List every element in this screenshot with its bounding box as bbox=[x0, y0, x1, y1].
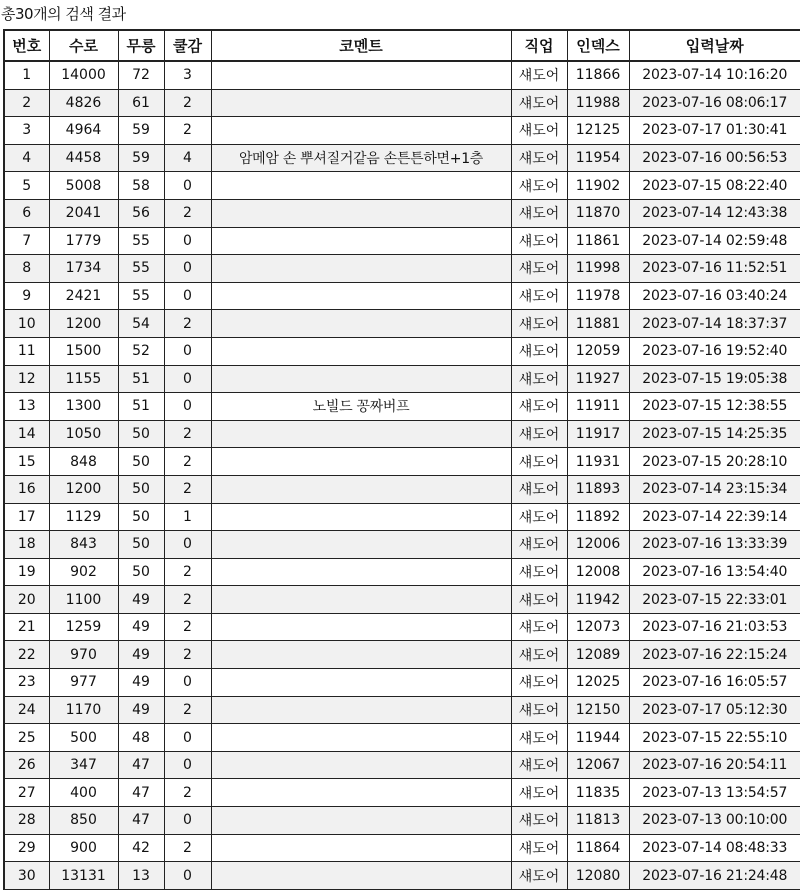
cell-suro: 902 bbox=[49, 558, 118, 586]
cell-mureung: 50 bbox=[118, 420, 164, 448]
cell-comment bbox=[211, 724, 511, 752]
table-row bbox=[4, 779, 800, 807]
cell-cooldown: 2 bbox=[164, 586, 211, 614]
cell-index: 11927 bbox=[567, 365, 629, 393]
cell-mureung: 49 bbox=[118, 641, 164, 669]
cell-cooldown: 0 bbox=[164, 393, 211, 421]
cell-suro: 13131 bbox=[49, 862, 118, 890]
cell-comment bbox=[211, 779, 511, 807]
cell-date: 2023-07-14 08:48:33 bbox=[629, 834, 800, 862]
cell-suro: 1300 bbox=[49, 393, 118, 421]
cell-index: 12080 bbox=[567, 862, 629, 890]
cell-comment bbox=[211, 89, 511, 117]
header-row bbox=[4, 30, 800, 61]
cell-suro: 1779 bbox=[49, 227, 118, 255]
column-header-suro: 수로 bbox=[49, 30, 118, 61]
table-row bbox=[4, 172, 800, 200]
cell-suro: 900 bbox=[49, 834, 118, 862]
cell-mureung: 54 bbox=[118, 310, 164, 338]
table-body bbox=[4, 61, 800, 889]
cell-cooldown: 0 bbox=[164, 531, 211, 559]
cell-job: 섀도어 bbox=[511, 61, 567, 89]
table-row bbox=[4, 227, 800, 255]
cell-job: 섀도어 bbox=[511, 862, 567, 890]
column-header-date: 입력날짜 bbox=[629, 30, 800, 61]
cell-index: 12059 bbox=[567, 337, 629, 365]
cell-mureung: 59 bbox=[118, 117, 164, 145]
cell-number: 12 bbox=[4, 365, 49, 393]
table-row bbox=[4, 724, 800, 752]
table-row bbox=[4, 255, 800, 283]
cell-date: 2023-07-15 08:22:40 bbox=[629, 172, 800, 200]
cell-suro: 1170 bbox=[49, 696, 118, 724]
cell-job: 섀도어 bbox=[511, 255, 567, 283]
cell-index: 11931 bbox=[567, 448, 629, 476]
cell-mureung: 50 bbox=[118, 503, 164, 531]
cell-cooldown: 2 bbox=[164, 834, 211, 862]
cell-suro: 400 bbox=[49, 779, 118, 807]
cell-suro: 1259 bbox=[49, 613, 118, 641]
cell-mureung: 59 bbox=[118, 144, 164, 172]
cell-date: 2023-07-16 16:05:57 bbox=[629, 669, 800, 697]
cell-index: 12025 bbox=[567, 669, 629, 697]
cell-date: 2023-07-14 23:15:34 bbox=[629, 475, 800, 503]
column-header-comment: 코멘트 bbox=[211, 30, 511, 61]
table-row bbox=[4, 393, 800, 421]
cell-index: 11881 bbox=[567, 310, 629, 338]
cell-comment bbox=[211, 475, 511, 503]
cell-suro: 1200 bbox=[49, 475, 118, 503]
cell-comment bbox=[211, 448, 511, 476]
cell-comment bbox=[211, 807, 511, 835]
table-row bbox=[4, 337, 800, 365]
cell-suro: 843 bbox=[49, 531, 118, 559]
cell-index: 12073 bbox=[567, 613, 629, 641]
cell-mureung: 58 bbox=[118, 172, 164, 200]
cell-index: 11902 bbox=[567, 172, 629, 200]
cell-suro: 977 bbox=[49, 669, 118, 697]
cell-date: 2023-07-16 22:15:24 bbox=[629, 641, 800, 669]
cell-comment bbox=[211, 696, 511, 724]
cell-suro: 1500 bbox=[49, 337, 118, 365]
cell-comment bbox=[211, 255, 511, 283]
cell-comment bbox=[211, 834, 511, 862]
cell-suro: 4826 bbox=[49, 89, 118, 117]
cell-mureung: 55 bbox=[118, 255, 164, 283]
cell-job: 섀도어 bbox=[511, 751, 567, 779]
cell-number: 25 bbox=[4, 724, 49, 752]
table-row bbox=[4, 310, 800, 338]
cell-number: 23 bbox=[4, 669, 49, 697]
cell-date: 2023-07-16 21:24:48 bbox=[629, 862, 800, 890]
cell-date: 2023-07-15 22:33:01 bbox=[629, 586, 800, 614]
cell-comment bbox=[211, 282, 511, 310]
column-header-index: 인덱스 bbox=[567, 30, 629, 61]
cell-suro: 1050 bbox=[49, 420, 118, 448]
cell-suro: 14000 bbox=[49, 61, 118, 89]
cell-number: 13 bbox=[4, 393, 49, 421]
cell-index: 11892 bbox=[567, 503, 629, 531]
cell-number: 6 bbox=[4, 199, 49, 227]
cell-date: 2023-07-13 13:54:57 bbox=[629, 779, 800, 807]
cell-mureung: 61 bbox=[118, 89, 164, 117]
cell-index: 12006 bbox=[567, 531, 629, 559]
cell-cooldown: 0 bbox=[164, 337, 211, 365]
cell-number: 19 bbox=[4, 558, 49, 586]
cell-date: 2023-07-15 20:28:10 bbox=[629, 448, 800, 476]
cell-mureung: 49 bbox=[118, 586, 164, 614]
cell-comment bbox=[211, 531, 511, 559]
cell-comment bbox=[211, 503, 511, 531]
table-row bbox=[4, 558, 800, 586]
cell-index: 11944 bbox=[567, 724, 629, 752]
cell-date: 2023-07-16 00:56:53 bbox=[629, 144, 800, 172]
cell-cooldown: 2 bbox=[164, 117, 211, 145]
cell-index: 11911 bbox=[567, 393, 629, 421]
table-row bbox=[4, 807, 800, 835]
cell-number: 15 bbox=[4, 448, 49, 476]
table-row bbox=[4, 862, 800, 890]
cell-job: 섀도어 bbox=[511, 696, 567, 724]
cell-cooldown: 2 bbox=[164, 89, 211, 117]
cell-index: 11835 bbox=[567, 779, 629, 807]
cell-index: 12150 bbox=[567, 696, 629, 724]
cell-comment bbox=[211, 117, 511, 145]
cell-mureung: 52 bbox=[118, 337, 164, 365]
cell-cooldown: 2 bbox=[164, 641, 211, 669]
cell-job: 섀도어 bbox=[511, 448, 567, 476]
table-row bbox=[4, 365, 800, 393]
cell-index: 12067 bbox=[567, 751, 629, 779]
cell-suro: 4964 bbox=[49, 117, 118, 145]
cell-number: 27 bbox=[4, 779, 49, 807]
cell-index: 12125 bbox=[567, 117, 629, 145]
cell-comment bbox=[211, 365, 511, 393]
cell-number: 14 bbox=[4, 420, 49, 448]
cell-cooldown: 0 bbox=[164, 724, 211, 752]
cell-date: 2023-07-17 01:30:41 bbox=[629, 117, 800, 145]
table-row bbox=[4, 531, 800, 559]
cell-number: 8 bbox=[4, 255, 49, 283]
cell-cooldown: 0 bbox=[164, 669, 211, 697]
table-row bbox=[4, 475, 800, 503]
cell-cooldown: 2 bbox=[164, 448, 211, 476]
cell-job: 섀도어 bbox=[511, 558, 567, 586]
column-header-number: 번호 bbox=[4, 30, 49, 61]
cell-number: 5 bbox=[4, 172, 49, 200]
cell-mureung: 50 bbox=[118, 475, 164, 503]
cell-date: 2023-07-15 14:25:35 bbox=[629, 420, 800, 448]
cell-mureung: 50 bbox=[118, 448, 164, 476]
cell-date: 2023-07-15 22:55:10 bbox=[629, 724, 800, 752]
cell-mureung: 50 bbox=[118, 531, 164, 559]
cell-number: 22 bbox=[4, 641, 49, 669]
cell-date: 2023-07-15 12:38:55 bbox=[629, 393, 800, 421]
table-row bbox=[4, 89, 800, 117]
table-row bbox=[4, 669, 800, 697]
cell-job: 섀도어 bbox=[511, 117, 567, 145]
cell-comment bbox=[211, 199, 511, 227]
cell-mureung: 55 bbox=[118, 282, 164, 310]
cell-index: 11988 bbox=[567, 89, 629, 117]
cell-date: 2023-07-14 18:37:37 bbox=[629, 310, 800, 338]
cell-number: 18 bbox=[4, 531, 49, 559]
table-row bbox=[4, 696, 800, 724]
table-row bbox=[4, 282, 800, 310]
cell-job: 섀도어 bbox=[511, 89, 567, 117]
cell-index: 11917 bbox=[567, 420, 629, 448]
cell-number: 26 bbox=[4, 751, 49, 779]
cell-mureung: 50 bbox=[118, 558, 164, 586]
cell-index: 11870 bbox=[567, 199, 629, 227]
cell-cooldown: 2 bbox=[164, 613, 211, 641]
cell-cooldown: 0 bbox=[164, 751, 211, 779]
results-table bbox=[3, 29, 800, 890]
cell-job: 섀도어 bbox=[511, 393, 567, 421]
cell-index: 12008 bbox=[567, 558, 629, 586]
cell-job: 섀도어 bbox=[511, 282, 567, 310]
cell-job: 섀도어 bbox=[511, 724, 567, 752]
cell-job: 섀도어 bbox=[511, 613, 567, 641]
table-row bbox=[4, 586, 800, 614]
cell-suro: 1200 bbox=[49, 310, 118, 338]
cell-comment bbox=[211, 641, 511, 669]
cell-mureung: 13 bbox=[118, 862, 164, 890]
cell-number: 20 bbox=[4, 586, 49, 614]
column-header-cooldown: 쿨감 bbox=[164, 30, 211, 61]
cell-cooldown: 0 bbox=[164, 282, 211, 310]
cell-job: 섀도어 bbox=[511, 337, 567, 365]
column-header-mureung: 무릉 bbox=[118, 30, 164, 61]
table-row bbox=[4, 61, 800, 89]
cell-index: 11813 bbox=[567, 807, 629, 835]
cell-index: 12089 bbox=[567, 641, 629, 669]
cell-suro: 2041 bbox=[49, 199, 118, 227]
cell-date: 2023-07-14 10:16:20 bbox=[629, 61, 800, 89]
cell-number: 3 bbox=[4, 117, 49, 145]
table-row bbox=[4, 641, 800, 669]
cell-mureung: 72 bbox=[118, 61, 164, 89]
cell-comment bbox=[211, 172, 511, 200]
cell-date: 2023-07-16 03:40:24 bbox=[629, 282, 800, 310]
cell-mureung: 49 bbox=[118, 613, 164, 641]
cell-comment bbox=[211, 613, 511, 641]
cell-cooldown: 4 bbox=[164, 144, 211, 172]
cell-job: 섀도어 bbox=[511, 503, 567, 531]
cell-index: 11893 bbox=[567, 475, 629, 503]
cell-cooldown: 2 bbox=[164, 420, 211, 448]
cell-job: 섀도어 bbox=[511, 834, 567, 862]
cell-suro: 2421 bbox=[49, 282, 118, 310]
cell-mureung: 49 bbox=[118, 669, 164, 697]
cell-suro: 347 bbox=[49, 751, 118, 779]
cell-cooldown: 2 bbox=[164, 199, 211, 227]
cell-cooldown: 0 bbox=[164, 255, 211, 283]
table-row bbox=[4, 448, 800, 476]
cell-number: 7 bbox=[4, 227, 49, 255]
cell-number: 11 bbox=[4, 337, 49, 365]
cell-date: 2023-07-14 12:43:38 bbox=[629, 199, 800, 227]
search-result-count: 총30개의 검색 결과 bbox=[1, 5, 126, 23]
cell-comment: 암메암 손 뿌셔질거같음 손튼튼하면+1층 bbox=[211, 144, 511, 172]
cell-index: 11861 bbox=[567, 227, 629, 255]
table-row bbox=[4, 117, 800, 145]
cell-index: 11866 bbox=[567, 61, 629, 89]
cell-job: 섀도어 bbox=[511, 475, 567, 503]
cell-date: 2023-07-16 20:54:11 bbox=[629, 751, 800, 779]
cell-cooldown: 2 bbox=[164, 558, 211, 586]
cell-job: 섀도어 bbox=[511, 144, 567, 172]
cell-comment bbox=[211, 61, 511, 89]
cell-date: 2023-07-15 19:05:38 bbox=[629, 365, 800, 393]
cell-suro: 850 bbox=[49, 807, 118, 835]
cell-mureung: 49 bbox=[118, 696, 164, 724]
table-row bbox=[4, 420, 800, 448]
cell-date: 2023-07-16 19:52:40 bbox=[629, 337, 800, 365]
cell-date: 2023-07-13 00:10:00 bbox=[629, 807, 800, 835]
table-row bbox=[4, 199, 800, 227]
cell-mureung: 51 bbox=[118, 393, 164, 421]
cell-comment bbox=[211, 669, 511, 697]
cell-job: 섀도어 bbox=[511, 172, 567, 200]
cell-comment: 노빌드 꽁짜버프 bbox=[211, 393, 511, 421]
cell-mureung: 48 bbox=[118, 724, 164, 752]
cell-job: 섀도어 bbox=[511, 420, 567, 448]
cell-mureung: 55 bbox=[118, 227, 164, 255]
cell-number: 16 bbox=[4, 475, 49, 503]
cell-date: 2023-07-17 05:12:30 bbox=[629, 696, 800, 724]
cell-number: 17 bbox=[4, 503, 49, 531]
cell-comment bbox=[211, 558, 511, 586]
cell-suro: 4458 bbox=[49, 144, 118, 172]
cell-comment bbox=[211, 310, 511, 338]
cell-suro: 848 bbox=[49, 448, 118, 476]
cell-number: 2 bbox=[4, 89, 49, 117]
cell-date: 2023-07-14 02:59:48 bbox=[629, 227, 800, 255]
cell-job: 섀도어 bbox=[511, 641, 567, 669]
cell-comment bbox=[211, 227, 511, 255]
cell-job: 섀도어 bbox=[511, 227, 567, 255]
cell-job: 섀도어 bbox=[511, 310, 567, 338]
cell-mureung: 47 bbox=[118, 779, 164, 807]
cell-number: 29 bbox=[4, 834, 49, 862]
cell-suro: 500 bbox=[49, 724, 118, 752]
cell-date: 2023-07-16 11:52:51 bbox=[629, 255, 800, 283]
cell-suro: 970 bbox=[49, 641, 118, 669]
cell-suro: 1734 bbox=[49, 255, 118, 283]
cell-index: 11864 bbox=[567, 834, 629, 862]
cell-number: 30 bbox=[4, 862, 49, 890]
cell-job: 섀도어 bbox=[511, 531, 567, 559]
cell-date: 2023-07-16 21:03:53 bbox=[629, 613, 800, 641]
cell-date: 2023-07-14 22:39:14 bbox=[629, 503, 800, 531]
cell-cooldown: 0 bbox=[164, 172, 211, 200]
cell-mureung: 56 bbox=[118, 199, 164, 227]
cell-index: 11998 bbox=[567, 255, 629, 283]
cell-cooldown: 0 bbox=[164, 227, 211, 255]
cell-date: 2023-07-16 08:06:17 bbox=[629, 89, 800, 117]
cell-suro: 1129 bbox=[49, 503, 118, 531]
cell-comment bbox=[211, 586, 511, 614]
cell-date: 2023-07-16 13:54:40 bbox=[629, 558, 800, 586]
cell-job: 섀도어 bbox=[511, 669, 567, 697]
cell-job: 섀도어 bbox=[511, 779, 567, 807]
cell-suro: 1155 bbox=[49, 365, 118, 393]
cell-cooldown: 2 bbox=[164, 696, 211, 724]
cell-comment bbox=[211, 862, 511, 890]
cell-index: 11978 bbox=[567, 282, 629, 310]
cell-number: 21 bbox=[4, 613, 49, 641]
table-row bbox=[4, 751, 800, 779]
table-row bbox=[4, 613, 800, 641]
cell-cooldown: 0 bbox=[164, 807, 211, 835]
cell-mureung: 47 bbox=[118, 751, 164, 779]
cell-cooldown: 0 bbox=[164, 365, 211, 393]
table-row bbox=[4, 144, 800, 172]
cell-job: 섀도어 bbox=[511, 586, 567, 614]
cell-job: 섀도어 bbox=[511, 199, 567, 227]
cell-mureung: 42 bbox=[118, 834, 164, 862]
column-header-job: 직업 bbox=[511, 30, 567, 61]
cell-comment bbox=[211, 751, 511, 779]
cell-cooldown: 2 bbox=[164, 310, 211, 338]
cell-date: 2023-07-16 13:33:39 bbox=[629, 531, 800, 559]
cell-index: 11942 bbox=[567, 586, 629, 614]
cell-number: 10 bbox=[4, 310, 49, 338]
cell-comment bbox=[211, 420, 511, 448]
cell-cooldown: 3 bbox=[164, 61, 211, 89]
cell-suro: 1100 bbox=[49, 586, 118, 614]
cell-suro: 5008 bbox=[49, 172, 118, 200]
table-row bbox=[4, 834, 800, 862]
cell-job: 섀도어 bbox=[511, 807, 567, 835]
cell-job: 섀도어 bbox=[511, 365, 567, 393]
cell-number: 9 bbox=[4, 282, 49, 310]
cell-number: 1 bbox=[4, 61, 49, 89]
cell-cooldown: 1 bbox=[164, 503, 211, 531]
cell-cooldown: 2 bbox=[164, 475, 211, 503]
cell-mureung: 51 bbox=[118, 365, 164, 393]
cell-number: 24 bbox=[4, 696, 49, 724]
cell-cooldown: 0 bbox=[164, 862, 211, 890]
cell-mureung: 47 bbox=[118, 807, 164, 835]
cell-number: 28 bbox=[4, 807, 49, 835]
cell-number: 4 bbox=[4, 144, 49, 172]
cell-comment bbox=[211, 337, 511, 365]
cell-cooldown: 2 bbox=[164, 779, 211, 807]
table-row bbox=[4, 503, 800, 531]
cell-index: 11954 bbox=[567, 144, 629, 172]
